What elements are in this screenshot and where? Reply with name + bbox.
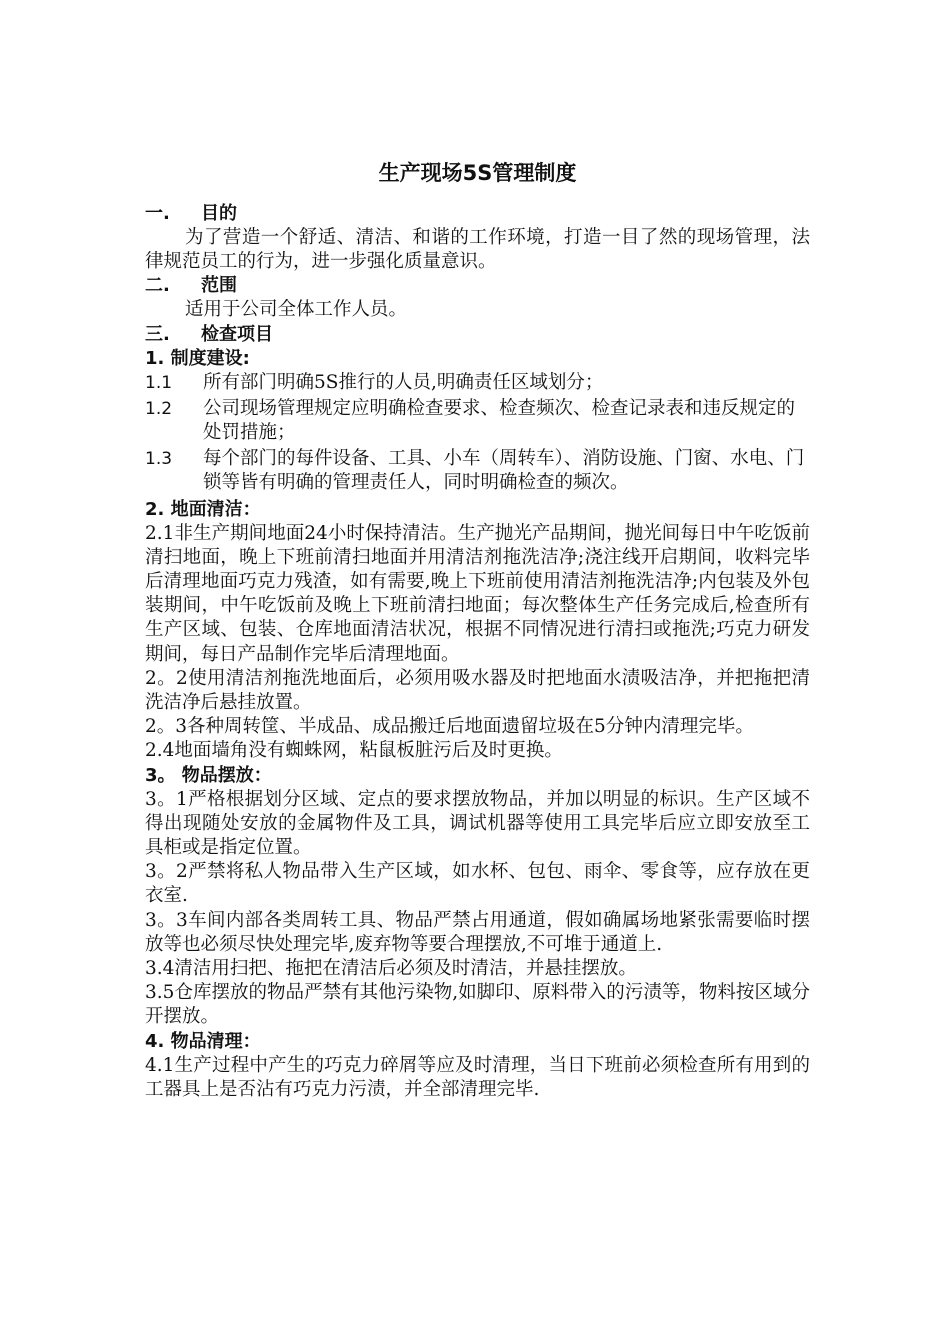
purpose-text: 为了营造一个舒适、清洁、和谐的工作环境，打造一目了然的现场管理，法律规范员工的行为，进一步强化质量意识。 [145,227,810,273]
paragraph: 2。3各种周转筐、半成品、成品搬迁后地面遗留垃圾在5分钟内清理完毕。 [145,716,754,738]
section-heading-scope [145,274,810,298]
list-item [145,371,810,395]
paragraph: 4.1生产过程中产生的巧克力碎屑等应及时清理，当日下班前必须检查所有用到的工器具上是否沾有巧克力污渍，并全部清理完毕. [145,1054,810,1100]
section-number: 三. [145,323,170,345]
item-text: 每个部门的每件设备、工具、小车（周转车）、消防设施、门窗、水电、门锁等皆有明确的管理责任人，同时明确检查的频次。 [203,448,805,494]
document-body [145,158,810,1102]
list-item [145,447,810,495]
paragraph: 3。2严禁将私人物品带入生产区域，如水杯、包包、雨伞、零食等，应存放在更衣室. [145,861,810,907]
section-title: 目的 [201,203,237,224]
paragraph: 2.1非生产期间地面24小时保持清洁。生产抛光产品期间，抛光间每日中午吃饭前清扫地面，晚上下班前清扫地面并用清洁剂拖洗洁净;浇注线开启期间，收料完毕后清理地面巧克力残渣，如有需要,晚上下班前使用清洁剂拖洗洁净;内包装及外包装期间，中午吃饭前及晚上下班前清扫地面；每次整体生产任务完成后,检查所有生产区域、包装、仓库地面清洁状况，根据不同情况进行清扫或拖洗;巧克力研发期间，每日产品制作完毕后清理地面。 [145,522,810,665]
section-title: 范围 [201,275,237,297]
item-text: 公司现场管理规定应明确检查要求、检查频次、检查记录表和违反规定的处罚措施； [203,397,796,444]
item-text: 所有部门明确5S推行的人员,明确责任区域划分； [203,371,604,393]
section-heading-items [145,323,810,347]
subsection-heading-placement: 3。 物品摆放： [145,764,272,786]
subsection-heading-cleanup: 4. 物品清理： [145,1030,261,1052]
paragraph: 2。2使用清洁剂拖洗地面后，必须用吸水器及时把地面水渍吸洁净，并把拖把清洗洁净后悬挂放置。 [145,667,810,714]
list-item [145,397,810,445]
item-number: 1.1 [145,372,173,393]
section-heading-purpose [145,202,810,226]
paragraph: 3。3车间内部各类周转工具、物品严禁占用通道，假如确属场地紧张需要临时摆放等也必须尽快处理完毕,废弃物等要合理摆放,不可堆于通道上. [145,909,810,955]
item-number: 1.3 [145,449,173,470]
paragraph: 3。1严格根据划分区域、定点的要求摆放物品，并加以明显的标识。生产区域不得出现随处安放的金属物件及工具，调试机器等使用工具完毕后应立即安放至工具柜或是指定位置。 [145,788,810,859]
item-number: 1.2 [145,398,173,419]
paragraph: 3.5仓库摆放的物品严禁有其他污染物,如脚印、原料带入的污渍等，物料按区域分开摆放。 [145,982,810,1028]
scope-text: 适用于公司全体工作人员。 [185,299,408,321]
paragraph: 3.4清洁用扫把、拖把在清洁后必须及时清洁，并悬挂摆放。 [145,958,637,980]
section-title: 检查项目 [201,323,273,345]
document-title: 生产现场5S管理制度 [378,161,577,185]
paragraph: 2.4地面墙角没有蜘蛛网，粘鼠板脏污后及时更换。 [145,740,563,762]
section-number: 一. [145,203,170,224]
section-number: 二. [145,275,170,297]
subsection-heading-floor: 2. 地面清洁： [145,498,261,520]
subsection-heading-system: 1. 制度建设: [145,347,250,369]
